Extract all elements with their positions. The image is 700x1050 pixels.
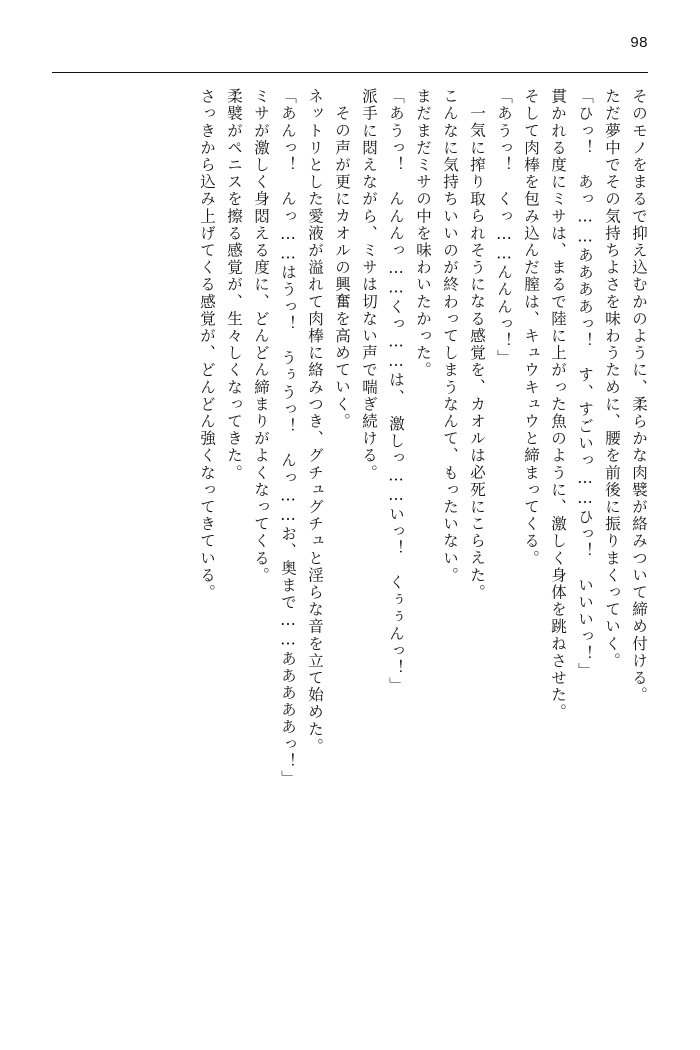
text-line: そして肉棒を包み込んだ膣は、キュウキュウと締まってくる。	[522, 88, 540, 567]
text-line: 「あうっ！ んんんっ……くっ……は、 激しっ……いっ！ くぅぅんっ！」	[387, 88, 405, 694]
text-line: こんなに気持ちいいのが終わってしまうなんて、もったいない。	[441, 88, 459, 584]
text-line: ミサが激しく身悶える度に、どんどん締まりがよくなってくる。	[252, 88, 270, 584]
text-line: 一気に搾り取られそうになる感覚を、カオルは必死にこらえた。	[468, 105, 486, 601]
text-line: ただ夢中でその気持ちよさを味わうために、腰を前後に振りまくっていく。	[603, 88, 621, 670]
text-line: 「ひっ！ あっ……ああああっ！ す、すごいっ……ひっ！ いいいっ！」	[576, 88, 594, 680]
text-line: 「あんっ！ んっ……はうっ！ うぅうっ！ んっ……お、奥まで……あああああっ！」	[279, 88, 297, 787]
text-line: ネットリとした愛液が溢れて肉棒に絡みつき、グチュグチュと淫らな音を立て始めた。	[306, 88, 324, 755]
text-line: そのモノをまるで抑え込むかのように、柔らかな肉襞が絡みついて締め付ける。	[630, 88, 648, 704]
text-line: 派手に悶えながら、ミサは切ない声で喘ぎ続ける。	[360, 88, 378, 482]
page-number: 98	[630, 34, 648, 51]
text-line: 柔襞がペニスを擦る感覚が、生々しくなってきた。	[225, 88, 243, 482]
vertical-text-body	[54, 88, 646, 1010]
text-line: まだまだミサの中を味わいたかった。	[414, 88, 432, 379]
text-line: さっきから込み上げてくる感覚が、どんどん強くなってきている。	[198, 88, 216, 601]
text-line: 貫かれる度にミサは、まるで陸に上がった魚のように、激しく身体を跳ねさせた。	[549, 88, 567, 721]
header-rule	[52, 72, 648, 73]
text-line: 「あうっ！ くっ……んんんっ！」	[495, 88, 513, 367]
text-line: その声が更にカオルの興奮を高めていく。	[333, 105, 351, 430]
